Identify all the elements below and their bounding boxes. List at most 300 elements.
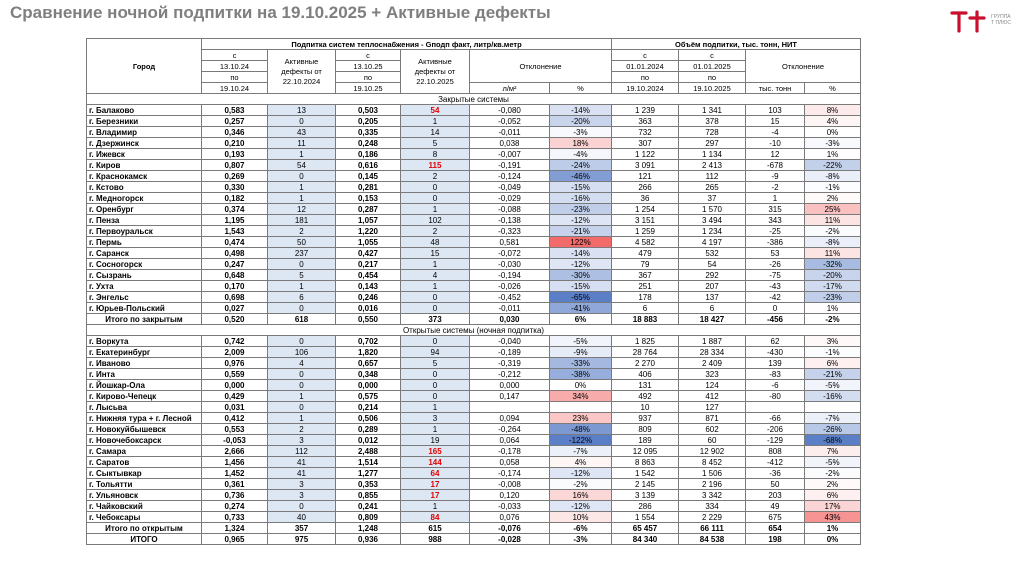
cell-y2: 2 196 xyxy=(679,479,746,490)
cell-dt: 49 xyxy=(746,501,805,512)
cell-a1: 6 xyxy=(268,292,336,303)
cell-dl: -0,194 xyxy=(470,270,550,281)
table-row xyxy=(87,226,861,237)
cell-a1: 975 xyxy=(268,534,336,545)
t-plus-logo-icon xyxy=(950,9,988,35)
cell-v2: 0,657 xyxy=(336,358,401,369)
cell-a1: 50 xyxy=(268,237,336,248)
cell-city: ИТОГО xyxy=(87,534,202,545)
cell-dp: -3% xyxy=(550,534,612,545)
cell-dt: 50 xyxy=(746,479,805,490)
cell-y1: 266 xyxy=(612,182,679,193)
table-row xyxy=(87,248,861,259)
table-row xyxy=(87,369,861,380)
cell-dl: -0,080 xyxy=(470,105,550,116)
cell-y2: 292 xyxy=(679,270,746,281)
cell-y2: 66 111 xyxy=(679,523,746,534)
cell-dp: -65% xyxy=(550,292,612,303)
cell-dt: 315 xyxy=(746,204,805,215)
cell-v1: 0,412 xyxy=(202,413,268,424)
cell-dp: -12% xyxy=(550,501,612,512)
cell-y2: 60 xyxy=(679,435,746,446)
cell-v1: 0,247 xyxy=(202,259,268,270)
cell-v1: 1,452 xyxy=(202,468,268,479)
cell-y1: 6 xyxy=(612,303,679,314)
cell-a2: 2 xyxy=(401,226,470,237)
cell-dl: -0,049 xyxy=(470,182,550,193)
cell-a2: 615 xyxy=(401,523,470,534)
company-logo xyxy=(950,9,1018,35)
cell-y1: 406 xyxy=(612,369,679,380)
cell-dt: 139 xyxy=(746,358,805,369)
header-d1-po: по xyxy=(202,72,268,83)
cell-v1: 0,257 xyxy=(202,116,268,127)
cell-a2: 373 xyxy=(401,314,470,325)
cell-a1: 3 xyxy=(268,435,336,446)
section-open-systems xyxy=(87,325,861,336)
cell-y1: 937 xyxy=(612,413,679,424)
cell-dl: -0,011 xyxy=(470,303,550,314)
cell-v2: 0,153 xyxy=(336,193,401,204)
cell-v1: 0,583 xyxy=(202,105,268,116)
cell-y2: 37 xyxy=(679,193,746,204)
cell-y1: 1 554 xyxy=(612,512,679,523)
cell-y2: 3 342 xyxy=(679,490,746,501)
table-row xyxy=(87,490,861,501)
cell-v2: 0,246 xyxy=(336,292,401,303)
cell-y1: 10 xyxy=(612,402,679,413)
grand-total-row xyxy=(87,534,861,545)
cell-v1: 0,976 xyxy=(202,358,268,369)
cell-dt: 53 xyxy=(746,248,805,259)
cell-dl: 0,058 xyxy=(470,457,550,468)
cell-v2: 0,503 xyxy=(336,105,401,116)
cell-dt: -386 xyxy=(746,237,805,248)
cell-v1: 0,269 xyxy=(202,171,268,182)
cell-y2: 54 xyxy=(679,259,746,270)
header-d1-from: 13.10.24 xyxy=(202,61,268,72)
cell-v1: 0,807 xyxy=(202,160,268,171)
cell-city: г. Воркута xyxy=(87,336,202,347)
cell-a1: 106 xyxy=(268,347,336,358)
cell-city: г. Ижевск xyxy=(87,149,202,160)
cell-y1: 3 151 xyxy=(612,215,679,226)
cell-city: г. Владимир xyxy=(87,127,202,138)
cell-a2: 1 xyxy=(401,402,470,413)
cell-y1: 12 095 xyxy=(612,446,679,457)
cell-city: г. Балаково xyxy=(87,105,202,116)
cell-y2: 127 xyxy=(679,402,746,413)
cell-v2: 1,514 xyxy=(336,457,401,468)
cell-v2: 0,214 xyxy=(336,402,401,413)
cell-dp: 6% xyxy=(550,314,612,325)
cell-dp: -2% xyxy=(550,479,612,490)
cell-v2: 0,550 xyxy=(336,314,401,325)
cell-dtp: -1% xyxy=(805,347,861,358)
cell-a2: 17 xyxy=(401,479,470,490)
cell-city: г. Кирово-Чепецк xyxy=(87,391,202,402)
cell-v1: 0,648 xyxy=(202,270,268,281)
cell-city: г. Екатеринбург xyxy=(87,347,202,358)
cell-y2: 378 xyxy=(679,116,746,127)
table-row xyxy=(87,358,861,369)
cell-a1: 357 xyxy=(268,523,336,534)
cell-v2: 0,702 xyxy=(336,336,401,347)
cell-dtp: -22% xyxy=(805,160,861,171)
cell-v2: 0,353 xyxy=(336,479,401,490)
cell-v2: 0,855 xyxy=(336,490,401,501)
cell-dt: -430 xyxy=(746,347,805,358)
cell-a1: 3 xyxy=(268,490,336,501)
cell-a1: 12 xyxy=(268,204,336,215)
cell-dtp: 3% xyxy=(805,336,861,347)
cell-dl: -0,264 xyxy=(470,424,550,435)
cell-dp: -48% xyxy=(550,424,612,435)
cell-dl: -0,124 xyxy=(470,171,550,182)
cell-a1: 40 xyxy=(268,512,336,523)
cell-v1: 0,027 xyxy=(202,303,268,314)
cell-city: г. Первоуральск xyxy=(87,226,202,237)
header-group-volume: Объём подпитки, тыс. тонн, НИТ xyxy=(612,39,861,50)
cell-dtp: -8% xyxy=(805,171,861,182)
cell-dtp: -17% xyxy=(805,281,861,292)
cell-dtp: 6% xyxy=(805,358,861,369)
table-row xyxy=(87,149,861,160)
cell-a1: 181 xyxy=(268,215,336,226)
cell-dl: -0,319 xyxy=(470,358,550,369)
cell-city: г. Йошкар-Ола xyxy=(87,380,202,391)
cell-y1: 1 259 xyxy=(612,226,679,237)
cell-dtp: 1% xyxy=(805,303,861,314)
cell-city: г. Энгельс xyxy=(87,292,202,303)
cell-y2: 18 427 xyxy=(679,314,746,325)
section-closed-systems xyxy=(87,94,861,105)
cell-dt: 15 xyxy=(746,116,805,127)
cell-v1: 0,031 xyxy=(202,402,268,413)
table-row xyxy=(87,259,861,270)
cell-dl: -0,026 xyxy=(470,281,550,292)
page-title: Сравнение ночной подпитки на 19.10.2025 + Активные дефекты xyxy=(10,3,551,22)
cell-a2: 0 xyxy=(401,193,470,204)
cell-v1: 0,736 xyxy=(202,490,268,501)
cell-a1: 0 xyxy=(268,171,336,182)
cell-a1: 11 xyxy=(268,138,336,149)
cell-a2: 5 xyxy=(401,358,470,369)
cell-a1: 1 xyxy=(268,281,336,292)
cell-a1: 2 xyxy=(268,424,336,435)
cell-dl: 0,076 xyxy=(470,512,550,523)
table-row xyxy=(87,512,861,523)
cell-dtp: 43% xyxy=(805,512,861,523)
table-row xyxy=(87,479,861,490)
cell-y2: 207 xyxy=(679,281,746,292)
cell-dtp: 7% xyxy=(805,446,861,457)
cell-a2: 144 xyxy=(401,457,470,468)
cell-dp: -12% xyxy=(550,468,612,479)
cell-dp: -14% xyxy=(550,105,612,116)
cell-v2: 0,427 xyxy=(336,248,401,259)
table-header xyxy=(87,39,861,94)
cell-a2: 115 xyxy=(401,160,470,171)
header-d2-s: с xyxy=(336,50,401,61)
cell-dl: 0,120 xyxy=(470,490,550,501)
cell-v2: 1,277 xyxy=(336,468,401,479)
cell-y1: 18 883 xyxy=(612,314,679,325)
cell-city: г. Иваново xyxy=(87,358,202,369)
table-row xyxy=(87,116,861,127)
cell-city: г. Самара xyxy=(87,446,202,457)
cell-v1: 0,330 xyxy=(202,182,268,193)
cell-y2: 28 334 xyxy=(679,347,746,358)
cell-v2: 0,335 xyxy=(336,127,401,138)
cell-v2: 0,000 xyxy=(336,380,401,391)
section-title: Закрытые системы xyxy=(87,94,861,105)
cell-y2: 334 xyxy=(679,501,746,512)
cell-v2: 0,143 xyxy=(336,281,401,292)
cell-a2: 1 xyxy=(401,116,470,127)
cell-a2: 84 xyxy=(401,512,470,523)
cell-v2: 0,287 xyxy=(336,204,401,215)
table-row xyxy=(87,138,861,149)
cell-dtp: 1% xyxy=(805,149,861,160)
cell-city: г. Ухта xyxy=(87,281,202,292)
cell-dtp: 0% xyxy=(805,127,861,138)
cell-city: г. Сыктывкар xyxy=(87,468,202,479)
header-city: Город xyxy=(87,39,202,94)
cell-y1: 1 239 xyxy=(612,105,679,116)
cell-dp: -3% xyxy=(550,127,612,138)
cell-a2: 5 xyxy=(401,138,470,149)
cell-dl: -0,076 xyxy=(470,523,550,534)
cell-v1: 0,361 xyxy=(202,479,268,490)
cell-y2: 2 413 xyxy=(679,160,746,171)
cell-dtp: -23% xyxy=(805,292,861,303)
cell-dt: -206 xyxy=(746,424,805,435)
cell-a1: 1 xyxy=(268,193,336,204)
cell-v2: 0,186 xyxy=(336,149,401,160)
cell-y2: 265 xyxy=(679,182,746,193)
cell-v1: 0,274 xyxy=(202,501,268,512)
cell-dp: -33% xyxy=(550,358,612,369)
cell-city: г. Пенза xyxy=(87,215,202,226)
cell-a1: 41 xyxy=(268,457,336,468)
cell-v1: 0,374 xyxy=(202,204,268,215)
cell-dtp: -2% xyxy=(805,226,861,237)
cell-a1: 112 xyxy=(268,446,336,457)
cell-v2: 1,057 xyxy=(336,215,401,226)
cell-a2: 19 xyxy=(401,435,470,446)
logo-text xyxy=(991,14,1011,26)
cell-dt: -129 xyxy=(746,435,805,446)
header-v-unit: тыс. тонн xyxy=(746,83,805,94)
cell-dp: -5% xyxy=(550,336,612,347)
cell-dl: 0,147 xyxy=(470,391,550,402)
cell-a2: 102 xyxy=(401,215,470,226)
cell-v1: 0,498 xyxy=(202,248,268,259)
cell-v1: 0,520 xyxy=(202,314,268,325)
cell-y1: 131 xyxy=(612,380,679,391)
cell-v2: 0,616 xyxy=(336,160,401,171)
header-v2-from: 01.01.2025 xyxy=(679,61,746,72)
cell-y1: 1 542 xyxy=(612,468,679,479)
comparison-table-wrapper xyxy=(86,38,860,545)
header-d2-to: 19.10.25 xyxy=(336,83,401,94)
cell-v2: 2,488 xyxy=(336,446,401,457)
cell-v1: 0,698 xyxy=(202,292,268,303)
cell-city: г. Медногорск xyxy=(87,193,202,204)
cell-dl: -0,191 xyxy=(470,160,550,171)
header-group-feed: Подпитка систем теплоснабжения - Gподп факт, литр/кв.метр xyxy=(202,39,612,50)
cell-dtp: -32% xyxy=(805,259,861,270)
cell-y1: 189 xyxy=(612,435,679,446)
cell-v2: 0,348 xyxy=(336,369,401,380)
cell-dl: -0,212 xyxy=(470,369,550,380)
cell-dp: -46% xyxy=(550,171,612,182)
cell-dtp: 17% xyxy=(805,501,861,512)
cell-a1: 0 xyxy=(268,501,336,512)
cell-dp: -24% xyxy=(550,160,612,171)
cell-dp: 122% xyxy=(550,237,612,248)
cell-dt: -9 xyxy=(746,171,805,182)
cell-dp: -7% xyxy=(550,446,612,457)
cell-y2: 323 xyxy=(679,369,746,380)
table-row xyxy=(87,105,861,116)
cell-dp: -4% xyxy=(550,149,612,160)
cell-v2: 1,220 xyxy=(336,226,401,237)
cell-v2: 0,809 xyxy=(336,512,401,523)
table-row xyxy=(87,292,861,303)
cell-city: Итого по открытым xyxy=(87,523,202,534)
cell-dt: -2 xyxy=(746,182,805,193)
cell-v1: 0,474 xyxy=(202,237,268,248)
cell-v1: 0,182 xyxy=(202,193,268,204)
cell-y2: 4 197 xyxy=(679,237,746,248)
cell-y2: 412 xyxy=(679,391,746,402)
cell-a1: 0 xyxy=(268,303,336,314)
cell-v1: 0,170 xyxy=(202,281,268,292)
cell-y2: 2 409 xyxy=(679,358,746,369)
cell-city: г. Саратов xyxy=(87,457,202,468)
cell-dtp: 0% xyxy=(805,534,861,545)
cell-v2: 0,217 xyxy=(336,259,401,270)
cell-dp xyxy=(550,402,612,413)
cell-city: г. Дзержинск xyxy=(87,138,202,149)
closed-total-row xyxy=(87,314,861,325)
cell-a2: 4 xyxy=(401,270,470,281)
cell-a2: 8 xyxy=(401,149,470,160)
cell-a2: 48 xyxy=(401,237,470,248)
cell-y2: 602 xyxy=(679,424,746,435)
cell-y1: 178 xyxy=(612,292,679,303)
cell-a1: 0 xyxy=(268,116,336,127)
cell-v2: 0,281 xyxy=(336,182,401,193)
cell-dt: -25 xyxy=(746,226,805,237)
table-row xyxy=(87,160,861,171)
cell-y1: 307 xyxy=(612,138,679,149)
cell-dt: -66 xyxy=(746,413,805,424)
cell-dp: -16% xyxy=(550,193,612,204)
cell-dl: -0,178 xyxy=(470,446,550,457)
cell-dp: 10% xyxy=(550,512,612,523)
cell-a2: 64 xyxy=(401,468,470,479)
logo-text-line-2: Т ПЛЮС xyxy=(991,20,1011,26)
cell-a1: 1 xyxy=(268,391,336,402)
cell-y1: 28 764 xyxy=(612,347,679,358)
table-row xyxy=(87,391,861,402)
cell-y1: 2 145 xyxy=(612,479,679,490)
cell-dp: -12% xyxy=(550,259,612,270)
cell-dtp: -5% xyxy=(805,457,861,468)
cell-dl: -0,040 xyxy=(470,336,550,347)
cell-dt: 808 xyxy=(746,446,805,457)
header-d2-from: 13.10.25 xyxy=(336,61,401,72)
cell-v2: 1,248 xyxy=(336,523,401,534)
cell-v2: 0,205 xyxy=(336,116,401,127)
cell-dt: -83 xyxy=(746,369,805,380)
cell-a2: 3 xyxy=(401,413,470,424)
header-deviation: Отклонение xyxy=(470,50,612,83)
cell-y2: 8 452 xyxy=(679,457,746,468)
cell-y1: 492 xyxy=(612,391,679,402)
cell-v2: 0,145 xyxy=(336,171,401,182)
cell-dl: -0,028 xyxy=(470,534,550,545)
cell-dtp: -2% xyxy=(805,314,861,325)
table-row xyxy=(87,303,861,314)
cell-v1: 0,000 xyxy=(202,380,268,391)
cell-dl: -0,323 xyxy=(470,226,550,237)
cell-y2: 3 494 xyxy=(679,215,746,226)
cell-dp: -15% xyxy=(550,281,612,292)
cell-v2: 0,241 xyxy=(336,501,401,512)
cell-a2: 988 xyxy=(401,534,470,545)
table-row xyxy=(87,347,861,358)
header-dev-pct: % xyxy=(550,83,612,94)
cell-dp: 4% xyxy=(550,457,612,468)
cell-dt: -4 xyxy=(746,127,805,138)
cell-dl: 0,064 xyxy=(470,435,550,446)
cell-dt: -456 xyxy=(746,314,805,325)
cell-dt: 62 xyxy=(746,336,805,347)
cell-dl: -0,007 xyxy=(470,149,550,160)
cell-v2: 1,055 xyxy=(336,237,401,248)
cell-dtp: 4% xyxy=(805,116,861,127)
cell-a2: 54 xyxy=(401,105,470,116)
cell-dp: -15% xyxy=(550,182,612,193)
cell-y1: 65 457 xyxy=(612,523,679,534)
cell-y2: 137 xyxy=(679,292,746,303)
cell-v2: 0,454 xyxy=(336,270,401,281)
cell-dtp: -1% xyxy=(805,182,861,193)
cell-dt: -36 xyxy=(746,468,805,479)
cell-city: г. Оренбург xyxy=(87,204,202,215)
table-row xyxy=(87,237,861,248)
cell-v1: 1,195 xyxy=(202,215,268,226)
cell-dp: -6% xyxy=(550,523,612,534)
cell-a2: 15 xyxy=(401,248,470,259)
cell-v2: 1,820 xyxy=(336,347,401,358)
cell-dl xyxy=(470,402,550,413)
cell-y1: 479 xyxy=(612,248,679,259)
table-row xyxy=(87,204,861,215)
cell-dtp: 2% xyxy=(805,193,861,204)
table-row xyxy=(87,215,861,226)
cell-city: г. Чебоксары xyxy=(87,512,202,523)
cell-city: г. Саранск xyxy=(87,248,202,259)
cell-a1: 4 xyxy=(268,358,336,369)
cell-dp: -23% xyxy=(550,204,612,215)
cell-y1: 251 xyxy=(612,281,679,292)
cell-dt: 12 xyxy=(746,149,805,160)
